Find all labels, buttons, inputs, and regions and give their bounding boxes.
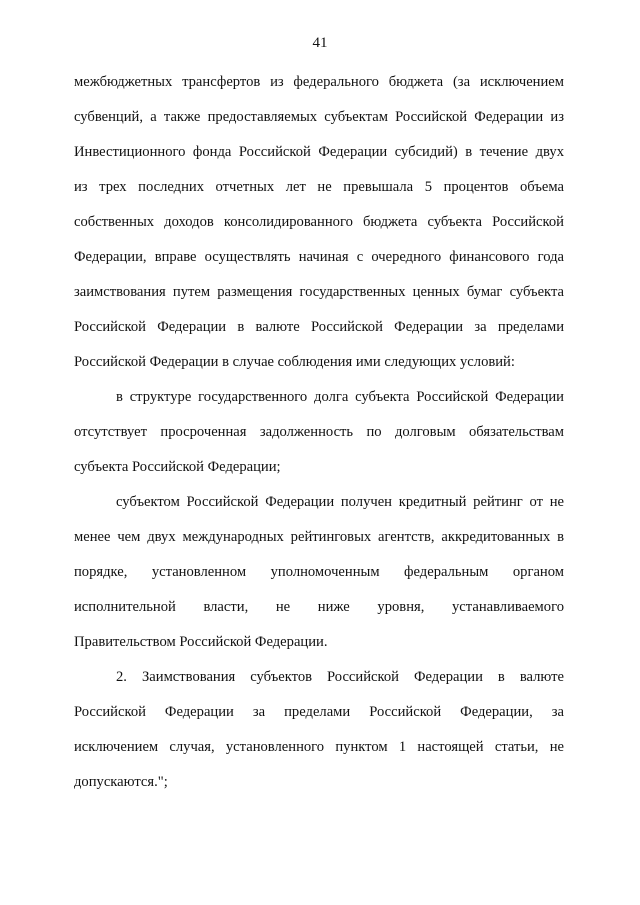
text-line: менее чем двух международных рейтинговых агентств, аккредитованных в [74, 529, 564, 545]
text-line: Российской Федерации в случае соблюдения ими следующих условий: [74, 354, 515, 370]
text-line: субъекта Российской Федерации; [74, 459, 281, 475]
text-line: Правительством Российской Федерации. [74, 634, 328, 650]
text-line: заимствования путем размещения государственных ценных бумаг субъекта [74, 284, 564, 300]
text-line: Инвестиционного фонда Российской Федерации субсидий) в течение двух [74, 144, 564, 160]
text-line: Федерации, вправе осуществлять начиная с очередного финансового года [74, 249, 564, 265]
text-line: порядке, установленном уполномоченным федеральным органом [74, 564, 564, 580]
text-line: отсутствует просроченная задолженность по долговым обязательствам [74, 424, 564, 440]
text-line: из трех последних отчетных лет не превышала 5 процентов объема [74, 179, 564, 195]
text-line: допускаются."; [74, 774, 168, 790]
text-line: исполнительной власти, не ниже уровня, устанавливаемого [74, 599, 564, 615]
text-line: субвенций, а также предоставляемых субъектам Российской Федерации из [74, 109, 564, 125]
text-line: субъектом Российской Федерации получен кредитный рейтинг от не [116, 494, 564, 510]
text-line: 2. Заимствования субъектов Российской Федерации в валюте [116, 669, 564, 685]
text-line: межбюджетных трансфертов из федерального бюджета (за исключением [74, 74, 564, 90]
text-line: в структуре государственного долга субъекта Российской Федерации [116, 389, 564, 405]
page-number: 41 [312, 35, 328, 51]
text-line: исключением случая, установленного пунктом 1 настоящей статьи, не [74, 739, 564, 755]
text-line: собственных доходов консолидированного бюджета субъекта Российской [74, 214, 564, 230]
text-line: Российской Федерации за пределами Российской Федерации, за [74, 704, 564, 720]
text-line: Российской Федерации в валюте Российской Федерации за пределами [74, 319, 564, 335]
